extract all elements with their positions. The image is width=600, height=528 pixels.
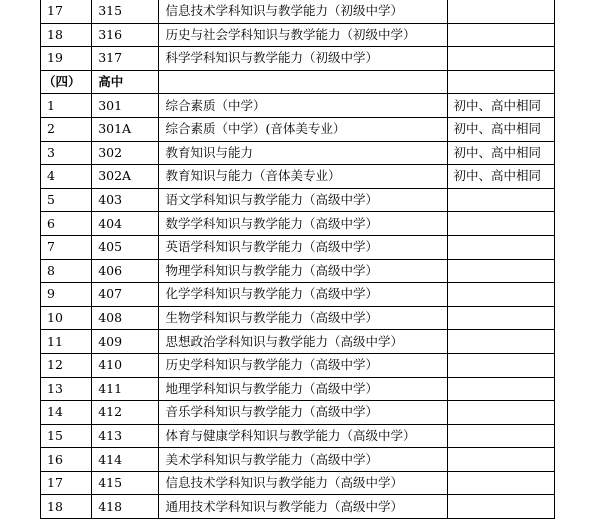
subject-name-cell: 英语学科知识与教学能力（高级中学） [159, 235, 447, 259]
subject-name-cell: 数学学科知识与教学能力（高级中学） [159, 212, 447, 236]
subject-code-cell: 415 [92, 471, 159, 495]
note-cell: 初中、高中相同 [447, 165, 554, 189]
subject-code-cell: 413 [92, 424, 159, 448]
table-row [41, 94, 555, 118]
sequence-cell: 18 [41, 23, 92, 47]
table-row [41, 235, 555, 259]
subject-name-cell: 思想政治学科知识与教学能力（高级中学） [159, 330, 447, 354]
subject-code-cell: 404 [92, 212, 159, 236]
subject-name-cell: 美术学科知识与教学能力（高级中学） [159, 448, 447, 472]
sequence-cell: （四） [41, 70, 92, 94]
subject-code-cell: 316 [92, 23, 159, 47]
table-row [41, 495, 555, 519]
table-row [41, 0, 555, 23]
table-row [41, 212, 555, 236]
subject-code-cell: 414 [92, 448, 159, 472]
exam-subject-table [40, 0, 555, 519]
note-cell: 初中、高中相同 [447, 94, 554, 118]
subject-name-cell: 综合素质（中学） [159, 94, 447, 118]
table-row [41, 47, 555, 71]
sequence-cell: 17 [41, 471, 92, 495]
note-cell [447, 495, 554, 519]
sequence-cell: 2 [41, 117, 92, 141]
sequence-cell: 13 [41, 377, 92, 401]
subject-code-cell: 410 [92, 353, 159, 377]
note-cell [447, 47, 554, 71]
sequence-cell: 12 [41, 353, 92, 377]
sequence-cell: 6 [41, 212, 92, 236]
note-cell [447, 353, 554, 377]
table-row [41, 306, 555, 330]
note-cell [447, 424, 554, 448]
subject-name-cell: 语文学科知识与教学能力（高级中学） [159, 188, 447, 212]
sequence-cell: 9 [41, 283, 92, 307]
table-row [41, 330, 555, 354]
table-body [41, 0, 555, 519]
subject-code-cell: 411 [92, 377, 159, 401]
subject-code-cell: 406 [92, 259, 159, 283]
subject-name-cell: 信息技术学科知识与教学能力（初级中学） [159, 0, 447, 23]
subject-name-cell: 科学学科知识与教学能力（初级中学） [159, 47, 447, 71]
table-row [41, 23, 555, 47]
section-header-row [41, 70, 555, 94]
subject-code-cell: 315 [92, 0, 159, 23]
sequence-cell: 1 [41, 94, 92, 118]
table-row [41, 401, 555, 425]
note-cell [447, 401, 554, 425]
note-cell [447, 259, 554, 283]
subject-code-cell: 407 [92, 283, 159, 307]
note-cell [447, 23, 554, 47]
note-cell [447, 471, 554, 495]
sequence-cell: 18 [41, 495, 92, 519]
sequence-cell: 8 [41, 259, 92, 283]
subject-name-cell: 信息技术学科知识与教学能力（高级中学） [159, 471, 447, 495]
subject-name-cell: 综合素质（中学）(音体美专业） [159, 117, 447, 141]
note-cell [447, 0, 554, 23]
subject-name-cell: 教育知识与能力 [159, 141, 447, 165]
table-row [41, 353, 555, 377]
sequence-cell: 10 [41, 306, 92, 330]
sequence-cell: 5 [41, 188, 92, 212]
note-cell [447, 188, 554, 212]
subject-name-cell: 历史学科知识与教学能力（高级中学） [159, 353, 447, 377]
sequence-cell: 7 [41, 235, 92, 259]
subject-name-cell [159, 70, 447, 94]
subject-code-cell: 317 [92, 47, 159, 71]
sequence-cell: 4 [41, 165, 92, 189]
table-row [41, 283, 555, 307]
table-row [41, 117, 555, 141]
note-cell [447, 377, 554, 401]
subject-name-cell: 音乐学科知识与教学能力（高级中学） [159, 401, 447, 425]
table-row [41, 188, 555, 212]
table-row [41, 448, 555, 472]
subject-code-cell: 409 [92, 330, 159, 354]
sequence-cell: 15 [41, 424, 92, 448]
subject-code-cell: 418 [92, 495, 159, 519]
subject-name-cell: 历史与社会学科知识与教学能力（初级中学） [159, 23, 447, 47]
note-cell [447, 306, 554, 330]
subject-code-cell: 高中 [92, 70, 159, 94]
subject-name-cell: 教育知识与能力（音体美专业） [159, 165, 447, 189]
sequence-cell: 11 [41, 330, 92, 354]
subject-code-cell: 302A [92, 165, 159, 189]
table-row [41, 424, 555, 448]
subject-name-cell: 通用技术学科知识与教学能力（高级中学） [159, 495, 447, 519]
subject-code-cell: 405 [92, 235, 159, 259]
subject-code-cell: 302 [92, 141, 159, 165]
subject-name-cell: 生物学科知识与教学能力（高级中学） [159, 306, 447, 330]
note-cell: 初中、高中相同 [447, 117, 554, 141]
note-cell: 初中、高中相同 [447, 141, 554, 165]
sequence-cell: 17 [41, 0, 92, 23]
subject-name-cell: 物理学科知识与教学能力（高级中学） [159, 259, 447, 283]
subject-name-cell: 地理学科知识与教学能力（高级中学） [159, 377, 447, 401]
subject-code-cell: 301A [92, 117, 159, 141]
subject-name-cell: 化学学科知识与教学能力（高级中学） [159, 283, 447, 307]
note-cell [447, 70, 554, 94]
note-cell [447, 448, 554, 472]
table-row [41, 259, 555, 283]
subject-code-cell: 403 [92, 188, 159, 212]
note-cell [447, 235, 554, 259]
table-row [41, 377, 555, 401]
sequence-cell: 3 [41, 141, 92, 165]
subject-code-cell: 412 [92, 401, 159, 425]
subject-code-cell: 301 [92, 94, 159, 118]
table-row [41, 141, 555, 165]
note-cell [447, 283, 554, 307]
sequence-cell: 16 [41, 448, 92, 472]
sequence-cell: 14 [41, 401, 92, 425]
note-cell [447, 212, 554, 236]
subject-code-cell: 408 [92, 306, 159, 330]
sequence-cell: 19 [41, 47, 92, 71]
note-cell [447, 330, 554, 354]
table-row [41, 165, 555, 189]
table-row [41, 471, 555, 495]
subject-name-cell: 体育与健康学科知识与教学能力（高级中学） [159, 424, 447, 448]
